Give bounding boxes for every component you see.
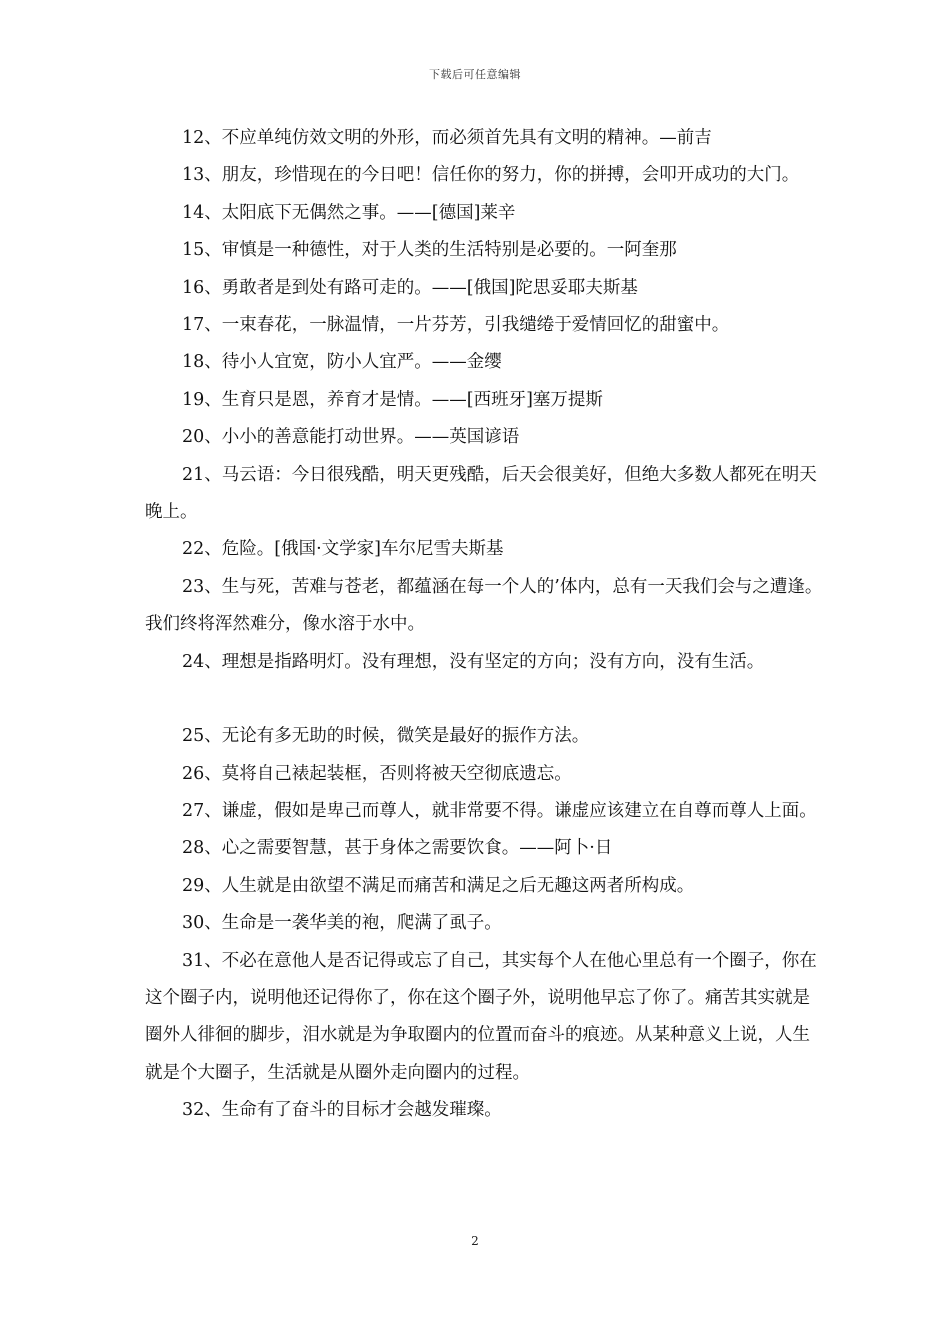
quote-paragraph-21: 21、马云语：今日很残酷，明天更残酷，后天会很美好，但绝大多数人都死在明天晚上。: [145, 464, 817, 523]
quote-paragraph-15: 15、审慎是一种德性，对于人类的生活特别是必要的。一阿奎那: [182, 240, 677, 261]
quote-paragraph-31: 31、不必在意他人是否记得或忘了自己，其实每个人在他心里总有一个圈子，你在这个圈子内，说明他还记得你了，你在这个圈子外，说明他早忘了你了。痛苦其实就是圈外人徘徊的脚步，泪水就是为争取圈内的位置而奋斗的痕迹。从某种意义上说，人生就是个大圈子，生活就是从圈外走向圈内的过程。: [145, 950, 817, 1083]
quote-paragraph-13: 13、朋友，珍惜现在的今日吧！信任你的努力，你的拼搏，会叩开成功的大门。: [182, 165, 800, 186]
quote-paragraph-28: 28、心之需要智慧，甚于身体之需要饮食。——阿卜·日: [182, 838, 613, 859]
quote-paragraph-17: 17、一束春花，一脉温情，一片芬芳，引我缱绻于爱情回忆的甜蜜中。: [182, 315, 730, 336]
quote-paragraph-25: 25、无论有多无助的时候，微笑是最好的振作方法。: [182, 726, 590, 747]
quote-paragraph-24: 24、理想是指路明灯。没有理想，没有坚定的方向；没有方向，没有生活。: [182, 651, 765, 672]
quote-paragraph-23: 23、生与死，苦难与苍老，都蕴涵在每一个人的’体内，总有一天我们会与之遭逢。我们终将浑然难分，像水溶于水中。: [145, 576, 823, 635]
quote-paragraph-20: 20、小小的善意能打动世界。——英国谚语: [182, 427, 520, 448]
quote-paragraph-30: 30、生命是一袭华美的袍，爬满了虱子。: [182, 913, 502, 934]
quote-paragraph-14: 14、太阳底下无偶然之事。——[德国]莱辛: [182, 202, 516, 223]
quote-paragraph-27: 27、谦虚，假如是卑己而尊人，就非常要不得。谦虚应该建立在自尊而尊人上面。: [182, 800, 817, 821]
quote-paragraph-12: 12、不应单纯仿效文明的外形，而必须首先具有文明的精神。—前吉: [182, 128, 712, 148]
quote-paragraph-19: 19、生育只是恩，养育才是情。——[西班牙]塞万提斯: [182, 389, 603, 410]
quote-paragraph-18: 18、待小人宜宽，防小人宜严。——金缨: [182, 352, 502, 373]
quote-paragraph-22: 22、危险。[俄国·文学家]车尔尼雪夫斯基: [182, 539, 504, 560]
page-number: 2: [471, 1234, 479, 1248]
quote-paragraph-29: 29、人生就是由欲望不满足而痛苦和满足之后无趣这两者所构成。: [182, 875, 695, 896]
document-body: [145, 120, 825, 1130]
quote-paragraph-26: 26、莫将自己裱起装框，否则将被天空彻底遗忘。: [182, 763, 572, 784]
paragraph-gap: [145, 681, 825, 718]
quote-paragraph-32: 32、生命有了奋斗的目标才会越发璀璨。: [182, 1100, 502, 1121]
quote-paragraph-16: 16、勇敢者是到处有路可走的。——[俄国]陀思妥耶夫斯基: [182, 277, 638, 298]
page-header: 下载后可任意编辑: [429, 68, 521, 81]
